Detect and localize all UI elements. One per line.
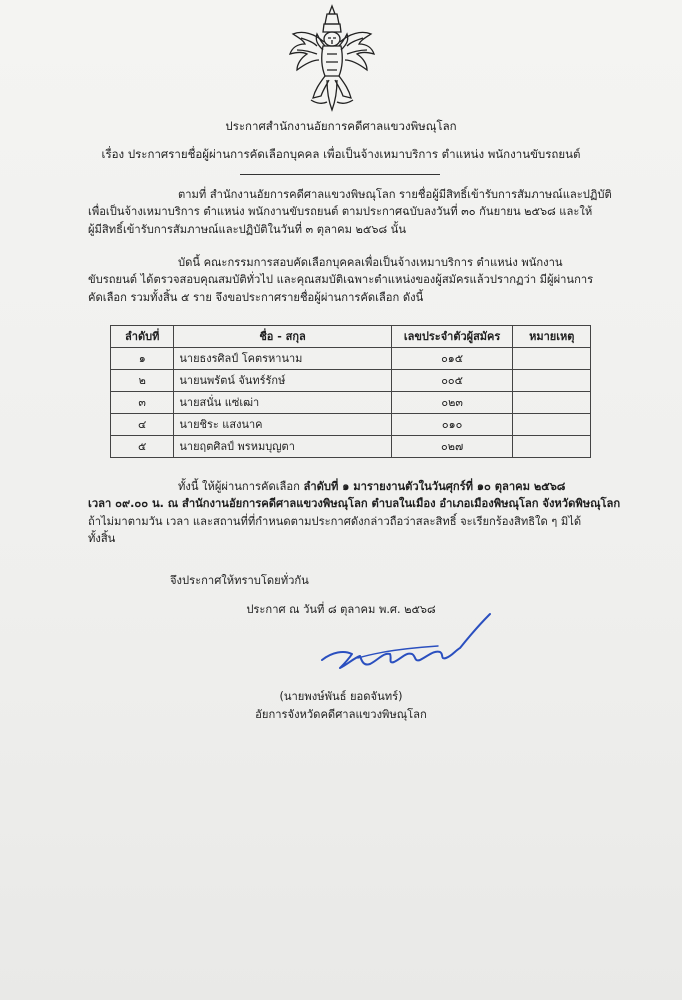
closing-statement bbox=[88, 572, 618, 589]
row-remark bbox=[513, 414, 591, 436]
row-applicant-id: ๐๑๕ bbox=[391, 348, 513, 370]
table-row bbox=[111, 348, 591, 370]
row-order: ๕ bbox=[111, 436, 174, 458]
paragraph-line: ผู้มีสิทธิ์เข้ารับการสัมภาษณ์และปฏิบัติในวันที่ ๓ ตุลาคม ๒๕๖๘ นั้น bbox=[88, 222, 406, 236]
row-name: นายนพรัตน์ จันทร์รักษ์ bbox=[174, 370, 391, 392]
report-text: ทั้งนี้ ให้ผู้ผ่านการคัดเลือก bbox=[178, 480, 304, 493]
row-remark bbox=[513, 392, 591, 414]
table-row bbox=[111, 392, 591, 414]
header-applicant-id: เลขประจำตัวผู้สมัคร bbox=[391, 326, 513, 348]
report-date-bold: ลำดับที่ ๑ มารายงานตัวในวันศุกร์ที่ ๑๐ ตุลาคม ๒๕๖๘ bbox=[303, 480, 566, 493]
dated-line: ประกาศ ณ วันที่ ๘ ตุลาคม พ.ศ. ๒๕๖๘ bbox=[246, 603, 436, 616]
row-remark bbox=[513, 370, 591, 392]
report-time-place: เวลา ๐๙.๐๐ น. ณ สำนักงานอัยการคดีศาลแขวงพิษณุโลก ตำบลในเมือง อำเภอเมืองพิษณุโลก จังหวัดพิษณุโลก bbox=[88, 497, 621, 511]
header-order: ลำดับที่ bbox=[111, 326, 174, 348]
signature-image bbox=[318, 608, 498, 678]
row-order: ๔ bbox=[111, 414, 174, 436]
paragraph-line: ทั้งสิ้น bbox=[88, 532, 116, 546]
garuda-emblem-icon bbox=[287, 4, 377, 114]
table-row bbox=[111, 370, 591, 392]
candidates-table bbox=[110, 325, 591, 458]
row-applicant-id: ๐๐๕ bbox=[391, 370, 513, 392]
row-remark bbox=[513, 348, 591, 370]
paragraph-line: ตามที่ สำนักงานอัยการคดีศาลแขวงพิษณุโลก รายชื่อผู้มีสิทธิ์เข้ารับการสัมภาษณ์และปฏิบัติ bbox=[178, 188, 612, 201]
paragraph-report-instruction bbox=[88, 478, 621, 547]
row-order: ๒ bbox=[111, 370, 174, 392]
row-name: นายสนั่น แซ่เฒ่า bbox=[174, 392, 391, 414]
paragraph-line: ขับรถยนต์ ได้ตรวจสอบคุณสมบัติทั่วไป และคุณสมบัติเฉพาะตำแหน่งของผู้สมัครแล้วปรากฏว่า มีผู้ผ่านการ bbox=[88, 273, 594, 287]
title-divider bbox=[240, 174, 440, 175]
paragraph-line: บัดนี้ คณะกรรมการสอบคัดเลือกบุคคลเพื่อเป็นจ้างเหมาบริการ ตำแหน่ง พนักงาน bbox=[178, 256, 563, 269]
paragraph-line: เพื่อเป็นจ้างเหมาบริการ ตำแหน่ง พนักงานขับรถยนต์ ตามประกาศฉบับลงวันที่ ๓๐ กันยายน ๒๕๖๘ และให้ bbox=[88, 205, 593, 219]
announcement-subject: เรื่อง ประกาศรายชื่อผู้ผ่านการคัดเลือกบุคคล เพื่อเป็นจ้างเหมาบริการ ตำแหน่ง พนักงานขับรถยนต์ bbox=[101, 147, 581, 161]
signatory-position: อัยการจังหวัดคดีศาลแขวงพิษณุโลก bbox=[255, 708, 427, 721]
table-row bbox=[111, 436, 591, 458]
paragraph-line: คัดเลือก รวมทั้งสิ้น ๕ ราย จึงขอประกาศรายชื่อผู้ผ่านการคัดเลือก ดังนี้ bbox=[88, 290, 424, 304]
paragraph-result bbox=[88, 254, 618, 306]
row-order: ๓ bbox=[111, 392, 174, 414]
header-remark: หมายเหตุ bbox=[513, 326, 591, 348]
row-name: นายชิระ แสงนาค bbox=[174, 414, 391, 436]
header-name: ชื่อ - สกุล bbox=[174, 326, 391, 348]
row-remark bbox=[513, 436, 591, 458]
announcement-agency: ประกาศสำนักงานอัยการคดีศาลแขวงพิษณุโลก bbox=[225, 119, 457, 133]
paragraph-line: ถ้าไม่มาตามวัน เวลา และสถานที่ที่กำหนดตามประกาศดังกล่าวถือว่าสละสิทธิ์ จะเรียกร้องสิทธิใด ๆ มิได้ bbox=[88, 514, 582, 528]
row-name: นายฤตศิลป์ พรหมบุญตา bbox=[174, 436, 391, 458]
signatory-name: (นายพงษ์พันธ์ ยอดจันทร์) bbox=[279, 690, 403, 703]
table-header-row bbox=[111, 326, 591, 348]
row-applicant-id: ๐๒๓ bbox=[391, 392, 513, 414]
closing-text: จึงประกาศให้ทราบโดยทั่วกัน bbox=[170, 574, 309, 587]
row-name: นายธงรศิลป์ โคตรหานาม bbox=[174, 348, 391, 370]
row-applicant-id: ๐๒๗ bbox=[391, 436, 513, 458]
table-row bbox=[111, 414, 591, 436]
row-order: ๑ bbox=[111, 348, 174, 370]
paragraph-intro bbox=[88, 186, 618, 238]
row-applicant-id: ๐๑๐ bbox=[391, 414, 513, 436]
